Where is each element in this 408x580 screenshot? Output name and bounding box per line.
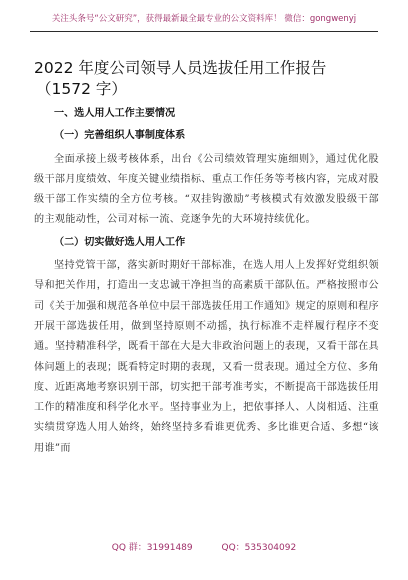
footer-qq-group: QQ 群：31991489 xyxy=(111,543,193,553)
subsection-heading-2: （二）切实做好选人用人工作 xyxy=(54,236,186,248)
section-heading: 一、选人用人工作主要情况 xyxy=(54,108,176,119)
title-line-2: （1572 字） xyxy=(36,80,127,98)
footer-contact xyxy=(0,540,408,553)
paragraph-1: 全面承接上级考核体系，出台《公司绩效管理实施细则》，通过优化股级干部月度绩效、年度关键业绩指标、重点工作任务等考核内容，完成对股级干部工作实绩的全方位考核。“双挂钩激励”考核模式有效激发股级干部的主观能动性，公司对标一流、竞逐争先的大环境持续优化。 xyxy=(34,153,379,226)
subsection-heading-1: （一）完善组织人事制度体系 xyxy=(54,130,186,142)
document-body xyxy=(34,104,379,459)
footer-qq: QQ：535304092 xyxy=(221,543,297,553)
title-line-1: 2022 年度公司领导人员选拔任用工作报告 xyxy=(34,59,327,77)
document-title xyxy=(34,58,388,100)
paragraph-2: 坚持党管干部，落实新时期好干部标准，在选人用人上发挥好党组织领导和把关作用，打造出一支忠诚干净担当的高素质干部队伍。严格按照市公司《关于加强和规范各单位中层干部选拔任用工作通知》规定的原则和程序开展干部选拔任用，做到坚持原则不动摇，执行标准不走样履行程序不变通。坚持精准科学，既看干部在大是大非政治问题上的表现，又看干部在具体问题上的表现；既看特定时期的表现，又看一贯表现。通过全方位、多角度、近距离地考察识别干部，切实把干部考准考实，不断提高干部选拔任用工作的精准度和科学化水平。坚持事业为上，把依事择人、人岗相适、注重实绩贯穿选人用人始终，始终坚持多看谁更优秀、多比谁更合适、多想“该用谁”而 xyxy=(34,260,379,454)
header-divider xyxy=(30,31,378,32)
header-banner: 关注头条号“公文研究”，获得最新最全最专业的公文资料库！ 微信：gongwenyj xyxy=(51,14,357,24)
